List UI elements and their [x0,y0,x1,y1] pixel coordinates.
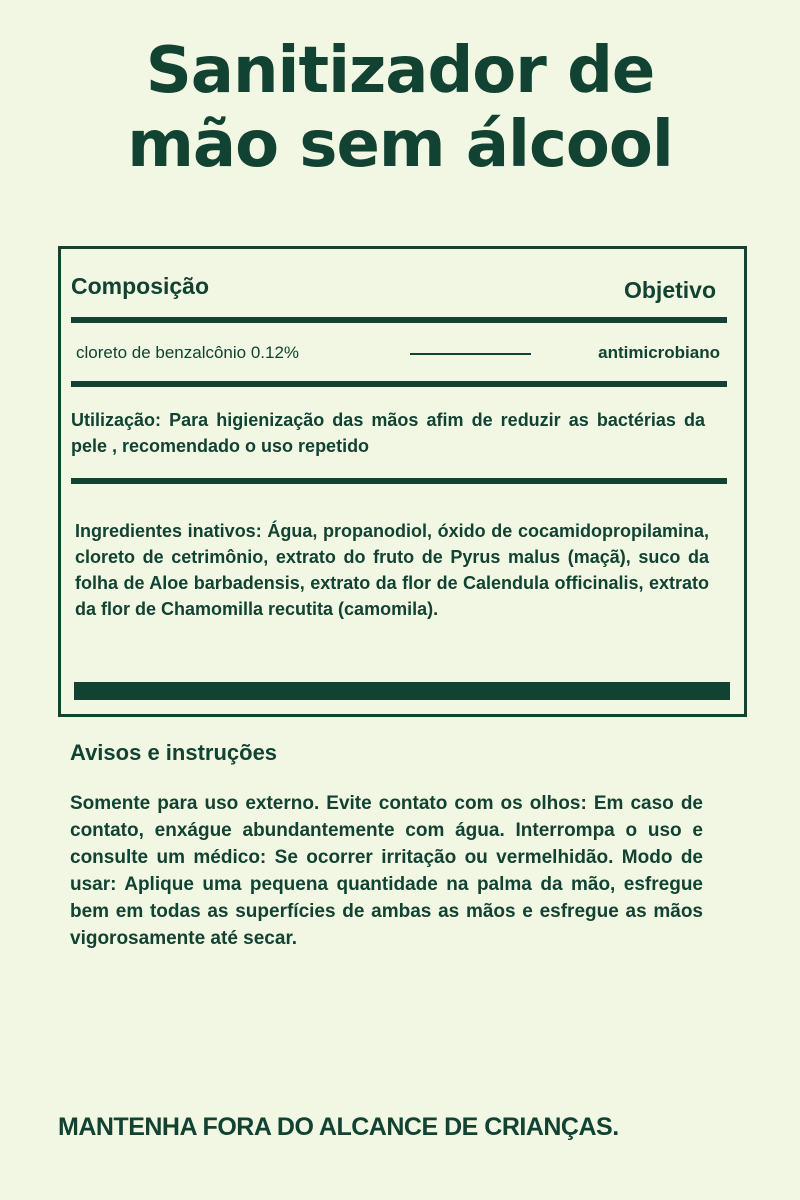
inactive-ingredients-text: Ingredientes inativos: Água, propanodiol, óxido de cocamidopropilamina, cloreto de cetrimônio, extrato do fruto de Pyrus malus (maçã), suco da folha de Aloe barbadensis, extrato da flor de Calendula officinalis, extrato da flor de Chamomilla recutita (camomila). [75,521,709,619]
objective-header: Objetivo [623,277,716,303]
product-title [0,34,800,182]
usage-text: Utilização: Para higienização das mãos afim de reduzir as bactérias da pele , recomendado o uso repetido [71,410,705,456]
composition-table [58,246,747,717]
divider-bar [71,478,727,484]
composition-header: Composição [71,273,210,299]
warnings-text: Somente para uso externo. Evite contato com os olhos: Em caso de contato, enxágue abundantemente com água. Interrompa o uso e consulte um médico: Se ocorrer irritação ou vermelhidão. Modo de usar: Aplique uma pequena quantidade na palma da mão, esfregue bem em todas as superfícies de ambas as mãos e esfregue as mãos vigorosamente até secar. [70,793,703,949]
component-cell: cloreto de benzalcônio 0.12% [76,343,300,362]
child-warning: MANTENHA FORA DO ALCANCE DE CRIANÇAS. [58,1113,619,1141]
warnings-heading: Avisos e instruções [70,740,278,765]
footer-bar [74,682,730,700]
product-title-line-1: Sanitizador de [145,34,655,108]
purpose-cell: antimicrobiano [598,343,720,362]
row-connector-line [410,353,531,355]
product-title-line-2: mão sem álcool [127,108,673,182]
divider-bar [71,317,727,323]
divider-bar [71,381,727,387]
